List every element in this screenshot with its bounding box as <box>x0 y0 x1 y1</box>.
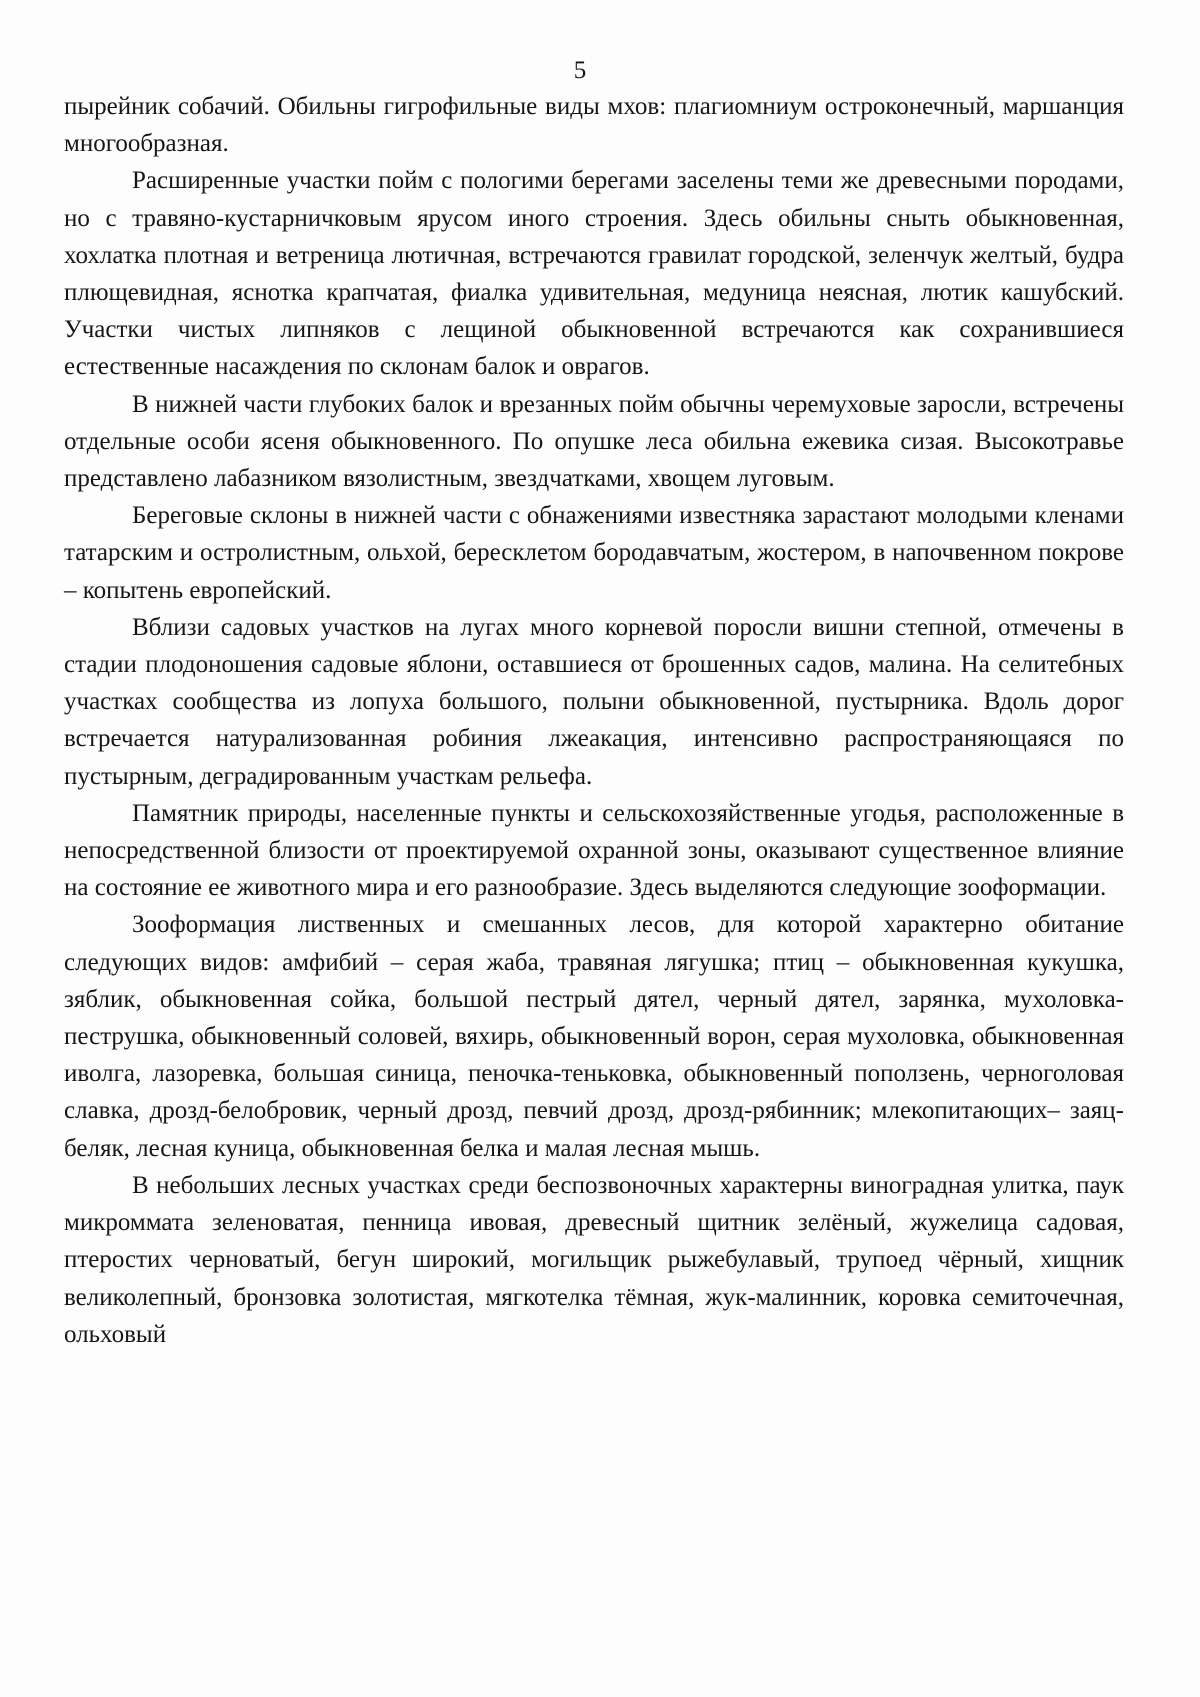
paragraph-invertebrates: В небольших лесных участках среди беспозвоночных характерны виноградная улитка, паук микроммата зеленоватая, пенница ивовая, древесный щитник зелёный, жужелица садовая, птеростих черноватый, бегун широкий, могильщик рыжебулавый, трупоед чёрный, хищник великолепный, бронзовка золотистая, мягкотелка тёмная, жук-малинник, коровка семиточечная, ольховый <box>64 1171 1124 1348</box>
paragraph-garden-plots: Вблизи садовых участков на лугах много корневой поросли вишни степной, отмечены в стадии плодоношения садовые яблони, оставшиеся от брошенных садов, малина. На селитебных участках сообщества из лопуха большого, полыни обыкновенной, пустырника. Вдоль дорог встречается натурализованная робиния лжеакация, интенсивно распространяющаяся по пустырным, деградированным участкам рельефа. <box>64 613 1124 790</box>
page-number: 5 <box>573 57 587 84</box>
paragraph-continuation: пырейник собачий. Обильны гигрофильные виды мхов: плагиомниум остроконечный, маршанция многообразная. <box>64 93 1124 158</box>
body-text <box>64 88 1124 1353</box>
paragraph-floodplain-areas: Расширенные участки пойм с пологими берегами заселены теми же древесными породами, но с травяно-кустарничковым ярусом иного строения. Здесь обильны сныть обыкновенная, хохлатка плотная и ветреница лютичная, встречаются гравилат городской, зеленчук желтый, будра плющевидная, яснотка крапчатая, фиалка удивительная, медуница неясная, лютик кашубский. Участки чистых липняков с лещиной обыкновенной встречаются как сохранившиеся естественные насаждения по склонам балок и оврагов. <box>64 167 1124 381</box>
paragraph-bank-slopes: Береговые склоны в нижней части с обнажениями известняка зарастают молодыми кленами татарским и остролистным, ольхой, бересклетом бородавчатым, жостером, в напочвенном покрове – копытень европейский. <box>64 502 1124 604</box>
paragraph-nature-monument: Памятник природы, населенные пункты и сельскохозяйственные угодья, расположенные в непосредственной близости от проектируемой охранной зоны, оказывают существенное влияние на состояние ее животного мира и его разнообразие. Здесь выделяются следующие зооформации. <box>64 799 1124 902</box>
paragraph-ravine-bottoms: В нижней части глубоких балок и врезанных пойм обычны черемуховые заросли, встречены отдельные особи ясеня обыкновенного. По опушке леса обильна ежевика сизая. Высокотравье представлено лабазником вязолистным, звездчатками, хвощем луговым. <box>64 390 1124 493</box>
paragraph-forest-zooformation: Зооформация лиственных и смешанных лесов, для которой характерно обитание следующих видов: амфибий – серая жаба, травяная лягушка; птиц – обыкновенная кукушка, зяблик, обыкновенная сойка, большой пестрый дятел, черный дятел, зарянка, мухоловка-пеструшка, обыкновенный соловей, вяхирь, обыкновенный ворон, серая мухоловка, обыкновенная иволга, лазоревка, большая синица, пеночка-теньковка, обыкновенный поползень, черноголовая славка, дрозд-белобровик, черный дрозд, певчий дрозд, дрозд-рябинник; млекопитающих– заяц-беляк, лесная куница, обыкновенная белка и малая лесная мышь. <box>64 911 1124 1162</box>
